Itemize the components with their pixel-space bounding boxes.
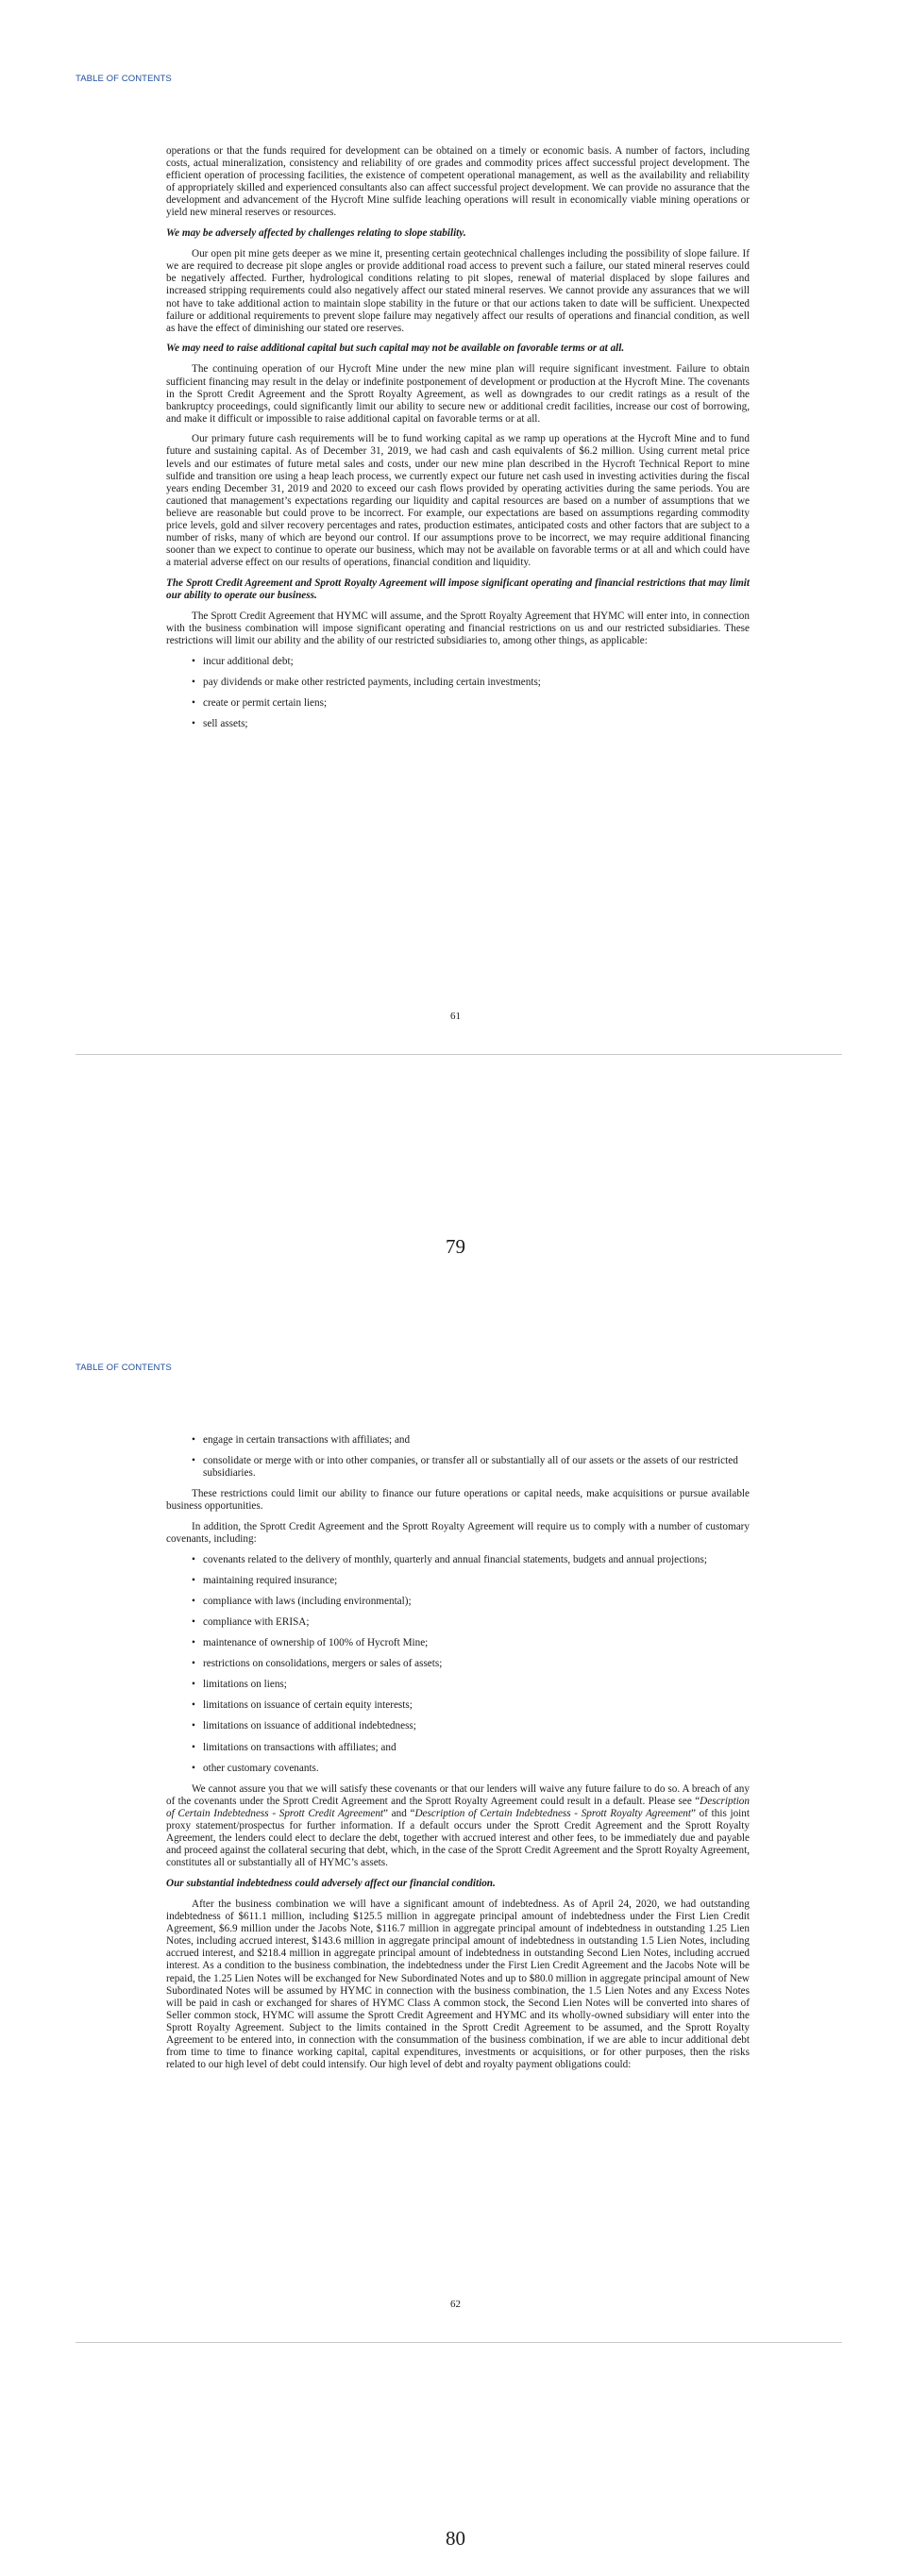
risk-heading-slope: We may be adversely affected by challenges relating to slope stability.: [166, 227, 466, 240]
paragraph: The continuing operation of our Hycroft Mine under the new mine plan will require significant investment. Failure to obtain sufficient financing may result in the delay or indefinite postponement of development or production at the Hycroft Mine. The covenants in the Sprott Credit Agreement and the Sprott Royalty Agreement, as well as downgrades to our credit ratings as a result of the bankruptcy proceedings, could significantly limit our ability to secure new or additional credit facilities, increase our cost of borrowing, and make it difficult or impossible to raise additional capital on favorable terms or at all.: [166, 363, 750, 425]
paragraph: Our primary future cash requirements will be to fund working capital as we ramp up operations at the Hycroft Mine and to fund future and sustaining capital. As of December 31, 2019, we had cash and cash equivalents of $6.2 million. Using current metal price levels and our estimates of future metal sales and costs, under our new mine plan described in the Hycroft Technical Report to mine sulfide and transition ore using a heap leach process, we currently expect our future net cash used in investing activities during the fiscal years ending December 31, 2019 and 2020 to exceed our cash flows provided by operating activities during the same periods. You are cautioned that management’s expectations regarding our liquidity and capital resources are based on a number of assumptions that we believe are reasonable but could prove to be incorrect. For example, our expectations are based on assumptions regarding commodity price levels, gold and silver recovery percentages and rates, production estimates, anticipated costs and other factors that are subject to a number of risks, many of which are beyond our control. If our assumptions prove to be incorrect, we may require additional financing sooner than we expect to continue to operate our business, which may not be available on favorable terms or at all and which could have a material adverse effect on our results of operations, financial condition and liquidity.: [166, 433, 750, 569]
list-item: • engage in certain transactions with affiliates; and: [166, 1434, 750, 1447]
table-of-contents-link[interactable]: TABLE OF CONTENTS: [76, 74, 172, 84]
paragraph: The Sprott Credit Agreement that HYMC will assume, and the Sprott Royalty Agreement that HYMC will enter into, in connection with the business combination will impose significant operating and financial restrictions on us and our restricted subsidiaries. These restrictions will limit our ability and the ability of our restricted subsidiaries to, among other things, as applicable:: [166, 611, 750, 647]
risk-heading-capital: We may need to raise additional capital but such capital may not be available on favorable terms or at all.: [166, 343, 625, 355]
list-item: • restrictions on consolidations, mergers or sales of assets;: [166, 1658, 750, 1670]
cross-reference-royalty-agreement: Description of Certain Indebtedness - Sprott Royalty Agreement: [414, 1807, 691, 1819]
restrictions-list: [166, 656, 750, 730]
paragraph: In addition, the Sprott Credit Agreement and the Sprott Royalty Agreement will require us to comply with a number of customary covenants, including:: [166, 1520, 750, 1546]
sheet-number: 79: [446, 1235, 465, 1258]
list-item: • other customary covenants.: [166, 1763, 750, 1775]
list-item: • incur additional debt;: [166, 656, 750, 668]
paragraph-covenant-default: [166, 1783, 750, 1870]
page-divider: [76, 1054, 842, 1055]
risk-heading-indebtedness: Our substantial indebtedness could adversely affect our financial condition.: [166, 1877, 496, 1889]
list-item: • pay dividends or make other restricted payments, including certain investments;: [166, 677, 750, 689]
table-of-contents-link[interactable]: TABLE OF CONTENTS: [76, 1363, 172, 1373]
list-item: • sell assets;: [166, 718, 750, 730]
page-number: 61: [450, 1011, 461, 1022]
sheet-number: 80: [446, 2527, 465, 2550]
list-item: • limitations on liens;: [166, 1679, 750, 1691]
paragraph: Our open pit mine gets deeper as we mine it, presenting certain geotechnical challenges including the possibility of slope failure. If we are required to decrease pit slope angles or provide additional road access to prevent such a failure, our stated mineral reserves could be negatively affected. Further, hydrological conditions relating to pit slopes, renewal of material displaced by slope failures and increased stripping requirements could also negatively affect our stated mineral reserves. We cannot provide any assurances that we will not have to take additional action to maintain slope stability in the future or that our actions taken to date will be sufficient. Unexpected failure or additional requirements to prevent slope failure may negatively affect our results of operations and financial condition, as well as have the effect of diminishing our stated ore reserves.: [166, 248, 750, 334]
list-item: • create or permit certain liens;: [166, 697, 750, 710]
text-run: ” of this joint proxy statement/prospectus for further information. If a default occurs under the Sprott Credit Agreement and the Sprott Royalty Agreement, the lenders could elect to declare the debt, together with accrued interest and other fees, to be immediately due and payable and proceed against the collateral securing that debt, which, in the case of the Sprott Credit Agreement and the Sprott Royalty Agreement, constitutes all or substantially all of HYMC’s assets.: [166, 1807, 750, 1869]
restrictions-list-continued: [166, 1434, 750, 1480]
page-divider: [76, 2342, 842, 2343]
paragraph: After the business combination we will have a significant amount of indebtedness. As of April 24, 2020, we had outstanding indebtedness of $611.1 million, including $125.5 million in aggregate principal amount of indebtedness under the First Lien Credit Agreement, $6.9 million under the Jacobs Note, $116.7 million in aggregate principal amount of indebtedness in outstanding 1.25 Lien Notes, including accrued interest, $143.6 million in aggregate principal amount of indebtedness in outstanding 1.5 Lien Notes, including accrued interest, and $218.4 million in aggregate principal amount of indebtedness in outstanding Second Lien Notes, including accrued interest. As a condition to the business combination, the indebtedness under the First Lien Credit Agreement and the Jacobs Note will be repaid, the 1.25 Lien Notes will be exchanged for New Subordinated Notes and up to $80.0 million in aggregate principal amount of New Subordinated Notes will be assumed by HYMC in connection with the business combination, the 1.5 Lien Notes and any Excess Notes will be paid in cash or exchanged for shares of HYMC Class A common stock, the Second Lien Notes will be converted into shares of Seller common stock, HYMC will assume the Sprott Credit Agreement and HYMC and its wholly-owned subsidiary will enter into the Sprott Royalty Agreement. Subject to the limits contained in the Sprott Credit Agreement to be assumed, and the Sprott Royalty Agreement to be entered into, in connection with the consummation of the business combination, if we are able to incur additional debt from time to time to finance working capital, capital expenditures, investments or acquisitions, or for other purposes, then the risks related to our high level of debt could intensify. Our high level of debt and royalty payment obligations could:: [166, 1898, 750, 2071]
list-item: • maintaining required insurance;: [166, 1575, 750, 1587]
paragraph: operations or that the funds required for development can be obtained on a timely or economic basis. A number of factors, including costs, actual mineralization, consistency and reliability of ore grades and commodity prices affect successful project development. The efficient operation of processing facilities, the existence of competent operational management, as well as the availability and reliability of appropriately skilled and experienced consultants also can affect successful project development. We can provide no assurance that the development and advancement of the Hycroft Mine sulfide leaching operations will result in economically viable mining operations or yield new mineral reserves or resources.: [166, 145, 750, 219]
page-62: [0, 1293, 911, 2576]
list-item: • limitations on issuance of certain equity interests;: [166, 1699, 750, 1712]
list-item: • compliance with laws (including environmental);: [166, 1596, 750, 1608]
paragraph: These restrictions could limit our ability to finance our future operations or capital needs, make acquisitions or pursue available business opportunities.: [166, 1488, 750, 1513]
list-item: • limitations on issuance of additional indebtedness;: [166, 1720, 750, 1732]
text-run: ” and “: [383, 1807, 415, 1819]
list-item: • compliance with ERISA;: [166, 1616, 750, 1629]
page-61-body: [166, 145, 750, 739]
list-item: • limitations on transactions with affiliates; and: [166, 1742, 750, 1754]
page-62-body: [166, 1434, 750, 2080]
list-item: • maintenance of ownership of 100% of Hycroft Mine;: [166, 1637, 750, 1649]
page-number: 62: [450, 2299, 461, 2310]
cross-reference-credit-agreement: Description of Certain Indebtedness - Sprott Credit Agreement: [166, 1795, 750, 1819]
covenants-list: [166, 1554, 750, 1775]
list-item: • consolidate or merge with or into other companies, or transfer all or substantially all of our assets or the assets of our restricted subsidiaries.: [166, 1455, 750, 1480]
text-run: We cannot assure you that we will satisfy these covenants or that our lenders will waive any future failure to do so. A breach of any of the covenants under the Sprott Credit Agreement and the Sprott Royalty Agreement could result in a default. Please see “: [166, 1782, 750, 1807]
list-item: • covenants related to the delivery of monthly, quarterly and annual financial statements, budgets and annual projections;: [166, 1554, 750, 1566]
risk-heading-sprott-restrictions: The Sprott Credit Agreement and Sprott Royalty Agreement will impose significant operating and financial restrictions that may limit our ability to operate our business.: [166, 577, 750, 601]
